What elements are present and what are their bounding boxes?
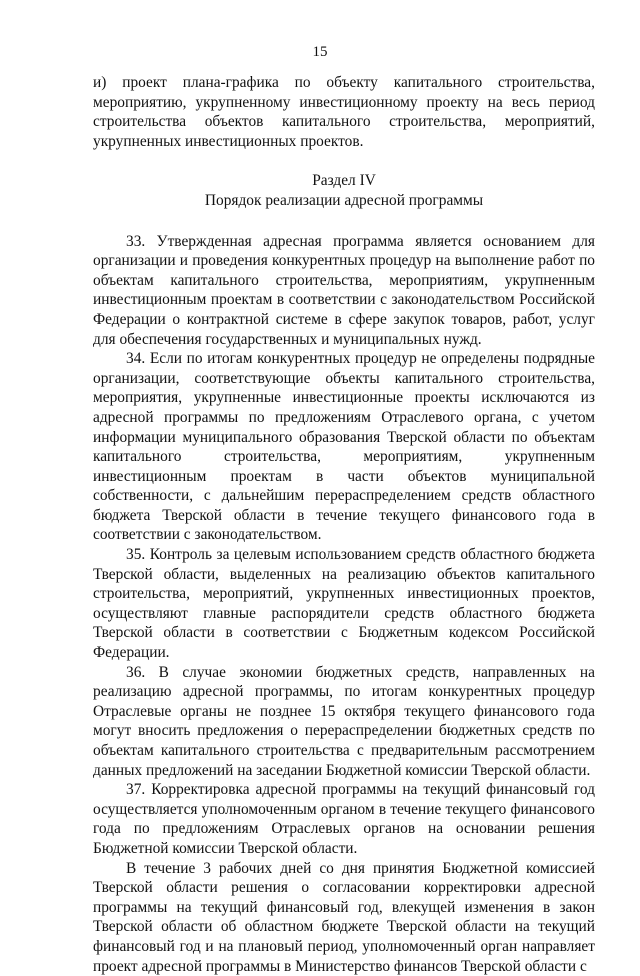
- paragraph-37-continuation: В течение 3 рабочих дней со дня принятия Бюджетной комиссией Тверской области решения о согласовании корректировки адресной программы на текущий финансовый год, влекущей изменения в закон Тверской области об областном бюджете Тверской области на текущий финансовый год и на плановый период, уполномоченный орган направляет проект адресной программы в Министерство финансов Тверской области с: [93, 859, 595, 975]
- section-title: Порядок реализации адресной программы: [204, 191, 484, 209]
- paragraph-33: 33. Утвержденная адресная программа является основанием для организации и проведения конкурентных процедур на выполнение работ по объектам капитального строительства, мероприятиям, укрупненным инвестиционным проектам в соответствии с законодательством Российской Федерации о контрактной системе в сфере закупок товаров, работ, услуг для обеспечения государственных и муниципальных нужд.: [93, 232, 595, 348]
- document-body: [93, 73, 595, 976]
- list-item-i: и) проект плана-графика по объекту капитального строительства, мероприятию, укрупненному инвестиционному проекту на весь период строительства объектов капитального строительства, мероприятий, укрупненных инвестиционных проектов.: [93, 74, 595, 150]
- paragraph-36: 36. В случае экономии бюджетных средств, направленных на реализацию адресной программы, по итогам конкурентных процедур Отраслевые органы не позднее 15 октября текущего финансового года могут вносить предложения о перераспределении бюджетных средств по объектам капитального строительства с предварительным рассмотрением данных предложений на заседании Бюджетной комиссии Тверской области.: [93, 663, 595, 779]
- paragraph-37: 37. Корректировка адресной программы на текущий финансовый год осуществляется уполномоченным органом в течение текущего финансового года по предложениям Отраслевых органов на основании решения Бюджетной комиссии Тверской области.: [93, 781, 595, 857]
- paragraph-35: 35. Контроль за целевым использованием средств областного бюджета Тверской области, выделенных на реализацию объектов капитального строительства, мероприятий, укрупненных инвестиционных проектов, осуществляют главные распорядители средств областного бюджета Тверской области в соответствии с Бюджетным кодексом Российской Федерации.: [93, 546, 595, 662]
- section-number: Раздел IV: [312, 172, 376, 190]
- section-heading: [93, 171, 595, 210]
- page-number: 15: [312, 44, 328, 60]
- paragraph-34: 34. Если по итогам конкурентных процедур не определены подрядные организации, соответствующие объекты капитального строительства, мероприятия, укрупненные инвестиционные проекты исключаются из адресной программы по предложениям Отраслевого органа, с учетом информации муниципального образования Тверской области по объектам капитального строительства, мероприятиям, укрупненным инвестиционным проектам в части объектов муниципальной собственности, с дальнейшим перераспределением средств областного бюджета Тверской области в течение текущего финансового года в соответствии с законодательством.: [93, 350, 595, 544]
